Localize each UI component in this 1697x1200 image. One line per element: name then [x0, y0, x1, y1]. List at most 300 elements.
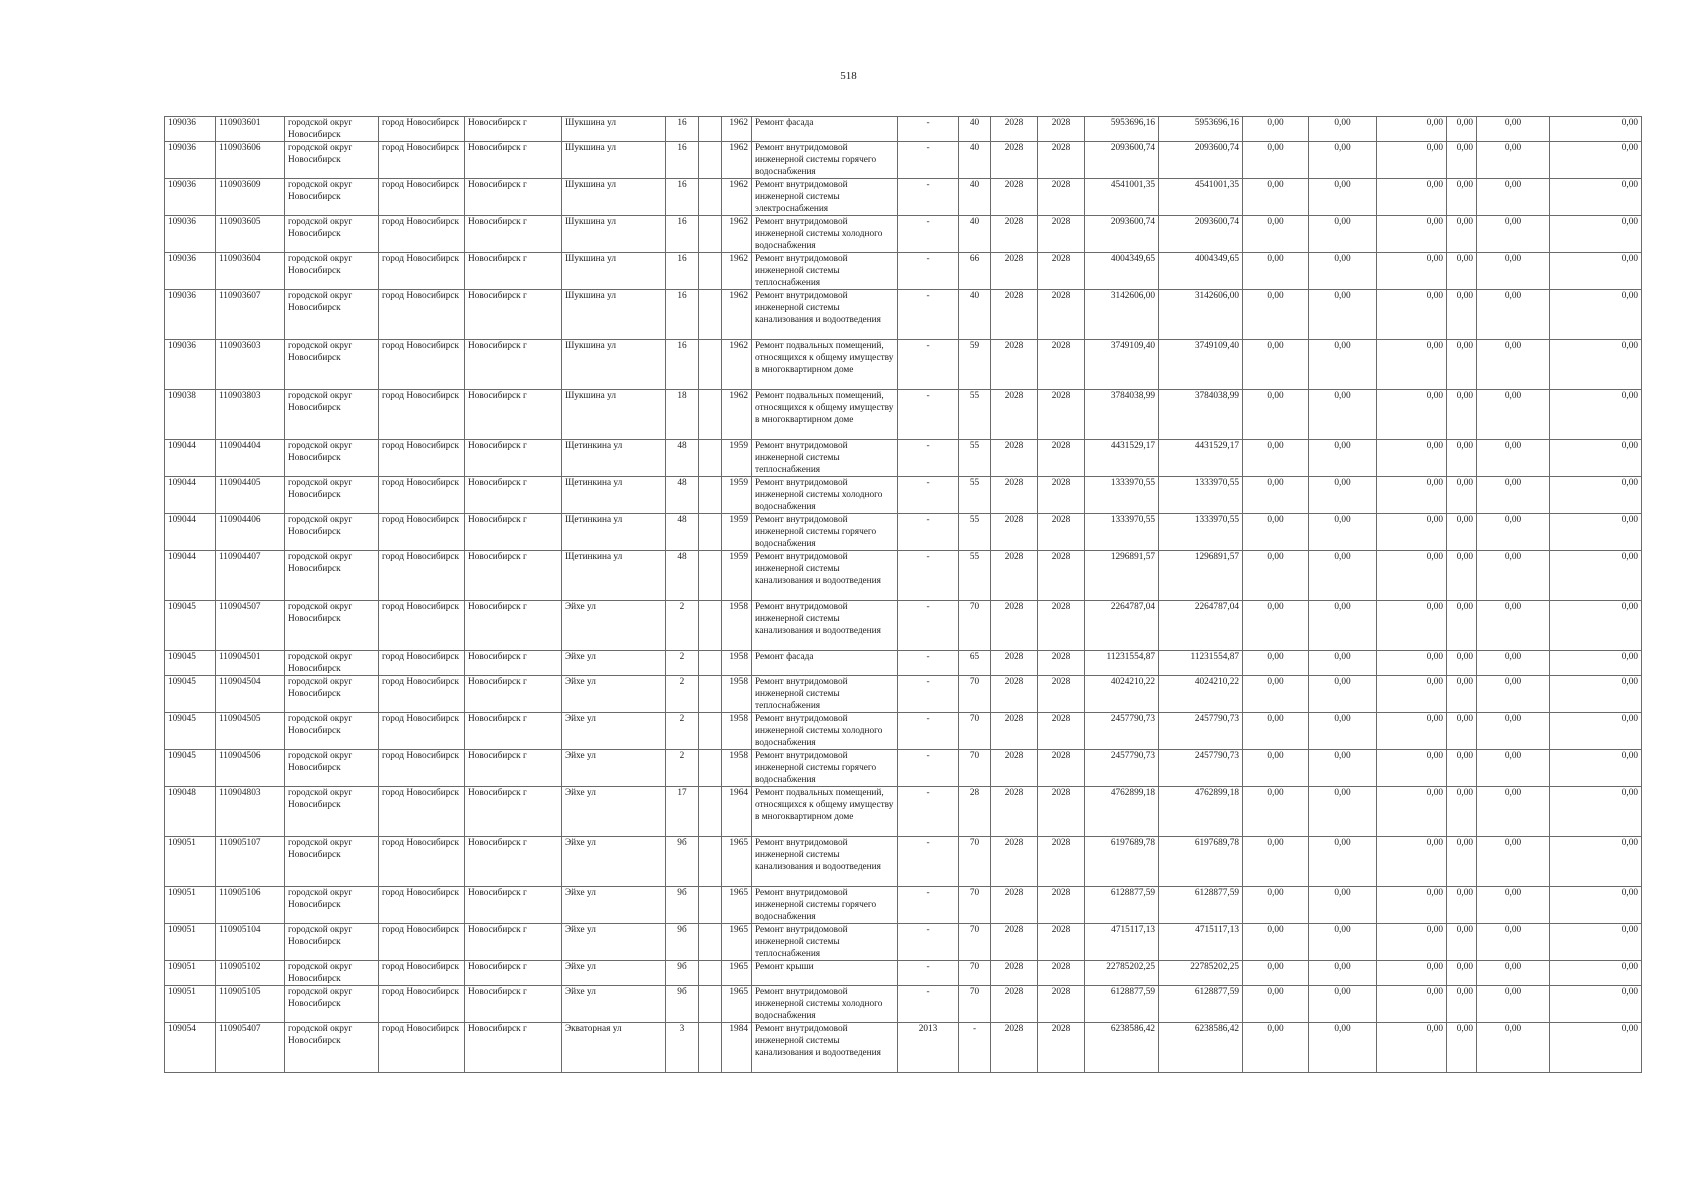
cell-work-id: 110904407 [216, 551, 285, 601]
cell-house-id: 109036 [165, 340, 216, 390]
cell-year-built: 1959 [722, 477, 752, 514]
cell-street: Шукшина ул [562, 216, 666, 253]
cell-street: Эйхе ул [562, 713, 666, 750]
table-row [165, 924, 1642, 961]
cell-total-cost: 22785202,25 [1085, 961, 1159, 986]
cell-cost-source-4: 0,00 [1377, 887, 1447, 924]
cell-municipal-district: городской округ Новосибирск [285, 924, 379, 961]
table-row [165, 179, 1642, 216]
cell-building [699, 676, 722, 713]
cell-locality: Новосибирск г [465, 142, 562, 179]
cell-house-number: 3 [666, 1023, 699, 1073]
cell-wear-percent: 70 [959, 887, 991, 924]
cell-work-type: Ремонт внутридомовой инженерной системы теплоснабжения [752, 924, 898, 961]
cell-plan-end-year: 2028 [1038, 253, 1085, 290]
cell-settlement: город Новосибирск [379, 676, 465, 713]
cell-cost-source-4: 0,00 [1377, 216, 1447, 253]
cell-municipal-district: городской округ Новосибирск [285, 340, 379, 390]
cell-cost-source-7: 0,00 [1550, 216, 1642, 253]
cell-cost-source-2: 0,00 [1243, 986, 1309, 1023]
cell-cost-source-7: 0,00 [1550, 179, 1642, 216]
cell-work-id: 110905107 [216, 837, 285, 887]
cell-building [699, 887, 722, 924]
cell-cost-source-7: 0,00 [1550, 676, 1642, 713]
cell-total-cost: 2457790,73 [1085, 750, 1159, 787]
cell-settlement: город Новосибирск [379, 340, 465, 390]
cell-plan-end-year: 2028 [1038, 290, 1085, 340]
cell-building [699, 142, 722, 179]
cell-cost-source-5: 0,00 [1447, 601, 1477, 651]
cell-work-type: Ремонт внутридомовой инженерной системы канализования и водоотведения [752, 601, 898, 651]
cell-cost-source-1: 6128877,59 [1159, 986, 1243, 1023]
cell-cost-source-3: 0,00 [1309, 340, 1377, 390]
table-row [165, 787, 1642, 837]
cell-work-id: 110903603 [216, 340, 285, 390]
cell-cost-source-1: 1333970,55 [1159, 477, 1243, 514]
cell-plan-start-year: 2028 [991, 477, 1038, 514]
cell-cost-source-5: 0,00 [1447, 651, 1477, 676]
cell-work-id: 110903609 [216, 179, 285, 216]
cell-house-number: 16 [666, 179, 699, 216]
cell-cost-source-5: 0,00 [1447, 986, 1477, 1023]
cell-plan-end-year: 2028 [1038, 651, 1085, 676]
cell-cost-source-4: 0,00 [1377, 253, 1447, 290]
cell-house-id: 109051 [165, 887, 216, 924]
cell-house-id: 109036 [165, 290, 216, 340]
table-row [165, 713, 1642, 750]
cell-cost-source-2: 0,00 [1243, 713, 1309, 750]
cell-plan-start-year: 2028 [991, 142, 1038, 179]
cell-wear-percent: 70 [959, 961, 991, 986]
cell-work-id: 110903607 [216, 290, 285, 340]
cell-plan-start-year: 2028 [991, 179, 1038, 216]
table-row [165, 253, 1642, 290]
cell-building [699, 961, 722, 986]
cell-plan-start-year: 2028 [991, 390, 1038, 440]
cell-cost-source-6: 0,00 [1477, 253, 1550, 290]
cell-settlement: город Новосибирск [379, 179, 465, 216]
cell-street: Эйхе ул [562, 887, 666, 924]
cell-building [699, 179, 722, 216]
cell-cost-source-2: 0,00 [1243, 253, 1309, 290]
cell-municipal-district: городской округ Новосибирск [285, 514, 379, 551]
cell-cost-source-3: 0,00 [1309, 253, 1377, 290]
cell-cost-source-1: 6197689,78 [1159, 837, 1243, 887]
cell-cost-source-2: 0,00 [1243, 676, 1309, 713]
cell-house-number: 9б [666, 961, 699, 986]
table-row [165, 1023, 1642, 1073]
cell-building [699, 601, 722, 651]
cell-plan-start-year: 2028 [991, 713, 1038, 750]
cell-locality: Новосибирск г [465, 651, 562, 676]
cell-year-last-repair: - [898, 142, 959, 179]
cell-work-type: Ремонт внутридомовой инженерной системы теплоснабжения [752, 440, 898, 477]
cell-house-number: 9б [666, 924, 699, 961]
cell-cost-source-1: 2093600,74 [1159, 142, 1243, 179]
cell-street: Шукшина ул [562, 290, 666, 340]
cell-cost-source-7: 0,00 [1550, 713, 1642, 750]
cell-plan-end-year: 2028 [1038, 514, 1085, 551]
cell-plan-end-year: 2028 [1038, 142, 1085, 179]
cell-total-cost: 4024210,22 [1085, 676, 1159, 713]
cell-year-last-repair: 2013 [898, 1023, 959, 1073]
cell-work-type: Ремонт внутридомовой инженерной системы холодного водоснабжения [752, 477, 898, 514]
cell-total-cost: 2093600,74 [1085, 142, 1159, 179]
cell-house-id: 109045 [165, 651, 216, 676]
cell-cost-source-4: 0,00 [1377, 117, 1447, 142]
table-row [165, 676, 1642, 713]
cell-cost-source-4: 0,00 [1377, 837, 1447, 887]
cell-cost-source-3: 0,00 [1309, 440, 1377, 477]
cell-street: Экваторная ул [562, 1023, 666, 1073]
cell-work-type: Ремонт внутридомовой инженерной системы канализования и водоотведения [752, 551, 898, 601]
cell-cost-source-5: 0,00 [1447, 440, 1477, 477]
cell-building [699, 651, 722, 676]
cell-total-cost: 4004349,65 [1085, 253, 1159, 290]
cell-cost-source-7: 0,00 [1550, 887, 1642, 924]
cell-year-built: 1959 [722, 514, 752, 551]
cell-work-id: 110905104 [216, 924, 285, 961]
cell-total-cost: 3749109,40 [1085, 340, 1159, 390]
cell-house-id: 109044 [165, 477, 216, 514]
cell-plan-end-year: 2028 [1038, 117, 1085, 142]
cell-locality: Новосибирск г [465, 514, 562, 551]
cell-cost-source-1: 6128877,59 [1159, 887, 1243, 924]
cell-building [699, 713, 722, 750]
cell-cost-source-7: 0,00 [1550, 837, 1642, 887]
cell-work-id: 110903605 [216, 216, 285, 253]
cell-plan-end-year: 2028 [1038, 1023, 1085, 1073]
cell-work-id: 110904501 [216, 651, 285, 676]
cell-wear-percent: 59 [959, 340, 991, 390]
cell-wear-percent: 70 [959, 713, 991, 750]
cell-house-number: 16 [666, 340, 699, 390]
table-row [165, 340, 1642, 390]
cell-building [699, 924, 722, 961]
cell-year-built: 1965 [722, 924, 752, 961]
cell-plan-end-year: 2028 [1038, 924, 1085, 961]
cell-municipal-district: городской округ Новосибирск [285, 179, 379, 216]
table-row [165, 887, 1642, 924]
cell-cost-source-6: 0,00 [1477, 676, 1550, 713]
cell-plan-start-year: 2028 [991, 986, 1038, 1023]
cell-year-built: 1965 [722, 961, 752, 986]
cell-cost-source-4: 0,00 [1377, 142, 1447, 179]
cell-house-id: 109045 [165, 750, 216, 787]
cell-locality: Новосибирск г [465, 601, 562, 651]
cell-plan-end-year: 2028 [1038, 676, 1085, 713]
cell-year-built: 1962 [722, 216, 752, 253]
cell-cost-source-1: 2457790,73 [1159, 750, 1243, 787]
cell-plan-start-year: 2028 [991, 216, 1038, 253]
cell-cost-source-6: 0,00 [1477, 340, 1550, 390]
cell-street: Эйхе ул [562, 961, 666, 986]
cell-house-id: 109044 [165, 440, 216, 477]
cell-plan-start-year: 2028 [991, 651, 1038, 676]
table-row [165, 390, 1642, 440]
cell-cost-source-2: 0,00 [1243, 787, 1309, 837]
cell-building [699, 551, 722, 601]
cell-locality: Новосибирск г [465, 750, 562, 787]
cell-cost-source-3: 0,00 [1309, 514, 1377, 551]
cell-year-last-repair: - [898, 713, 959, 750]
cell-building [699, 477, 722, 514]
cell-plan-end-year: 2028 [1038, 216, 1085, 253]
cell-cost-source-3: 0,00 [1309, 290, 1377, 340]
table-row [165, 216, 1642, 253]
cell-building [699, 1023, 722, 1073]
cell-work-id: 110905102 [216, 961, 285, 986]
cell-cost-source-1: 1333970,55 [1159, 514, 1243, 551]
cell-total-cost: 6238586,42 [1085, 1023, 1159, 1073]
cell-plan-end-year: 2028 [1038, 837, 1085, 887]
cell-municipal-district: городской округ Новосибирск [285, 601, 379, 651]
cell-cost-source-2: 0,00 [1243, 961, 1309, 986]
table-row [165, 837, 1642, 887]
cell-municipal-district: городской округ Новосибирск [285, 477, 379, 514]
cell-work-id: 110905407 [216, 1023, 285, 1073]
cell-cost-source-7: 0,00 [1550, 601, 1642, 651]
cell-building [699, 290, 722, 340]
cell-wear-percent: 55 [959, 390, 991, 440]
cell-cost-source-5: 0,00 [1447, 713, 1477, 750]
cell-wear-percent: 70 [959, 750, 991, 787]
cell-settlement: город Новосибирск [379, 601, 465, 651]
cell-cost-source-1: 4024210,22 [1159, 676, 1243, 713]
cell-work-id: 110904404 [216, 440, 285, 477]
cell-locality: Новосибирск г [465, 1023, 562, 1073]
cell-plan-start-year: 2028 [991, 440, 1038, 477]
cell-cost-source-1: 3142606,00 [1159, 290, 1243, 340]
cell-plan-end-year: 2028 [1038, 961, 1085, 986]
cell-cost-source-1: 6238586,42 [1159, 1023, 1243, 1073]
cell-plan-start-year: 2028 [991, 676, 1038, 713]
cell-cost-source-6: 0,00 [1477, 787, 1550, 837]
cell-house-id: 109054 [165, 1023, 216, 1073]
cell-municipal-district: городской округ Новосибирск [285, 787, 379, 837]
cell-locality: Новосибирск г [465, 924, 562, 961]
cell-house-number: 16 [666, 142, 699, 179]
cell-cost-source-2: 0,00 [1243, 216, 1309, 253]
cell-work-id: 110904506 [216, 750, 285, 787]
cell-total-cost: 2457790,73 [1085, 713, 1159, 750]
cell-year-last-repair: - [898, 290, 959, 340]
cell-year-built: 1962 [722, 290, 752, 340]
cell-wear-percent: 40 [959, 179, 991, 216]
cell-street: Щетинкина ул [562, 514, 666, 551]
cell-total-cost: 2264787,04 [1085, 601, 1159, 651]
cell-cost-source-5: 0,00 [1447, 179, 1477, 216]
cell-cost-source-4: 0,00 [1377, 651, 1447, 676]
cell-wear-percent: 40 [959, 117, 991, 142]
cell-year-last-repair: - [898, 440, 959, 477]
cell-locality: Новосибирск г [465, 551, 562, 601]
cell-wear-percent: 40 [959, 142, 991, 179]
cell-municipal-district: городской округ Новосибирск [285, 216, 379, 253]
cell-total-cost: 5953696,16 [1085, 117, 1159, 142]
cell-street: Шукшина ул [562, 390, 666, 440]
cell-cost-source-7: 0,00 [1550, 390, 1642, 440]
cell-year-built: 1965 [722, 986, 752, 1023]
cell-cost-source-6: 0,00 [1477, 750, 1550, 787]
cell-cost-source-2: 0,00 [1243, 117, 1309, 142]
cell-year-built: 1964 [722, 787, 752, 837]
cell-work-type: Ремонт внутридомовой инженерной системы канализования и водоотведения [752, 290, 898, 340]
cell-cost-source-4: 0,00 [1377, 390, 1447, 440]
cell-cost-source-6: 0,00 [1477, 440, 1550, 477]
cell-municipal-district: городской округ Новосибирск [285, 440, 379, 477]
cell-work-type: Ремонт внутридомовой инженерной системы теплоснабжения [752, 676, 898, 713]
cell-cost-source-1: 4541001,35 [1159, 179, 1243, 216]
cell-year-last-repair: - [898, 986, 959, 1023]
cell-work-type: Ремонт внутридомовой инженерной системы горячего водоснабжения [752, 750, 898, 787]
cell-locality: Новосибирск г [465, 216, 562, 253]
cell-cost-source-4: 0,00 [1377, 713, 1447, 750]
cell-plan-end-year: 2028 [1038, 787, 1085, 837]
cell-wear-percent: 28 [959, 787, 991, 837]
cell-cost-source-1: 4004349,65 [1159, 253, 1243, 290]
cell-cost-source-3: 0,00 [1309, 179, 1377, 216]
cell-wear-percent: 70 [959, 924, 991, 961]
cell-municipal-district: городской округ Новосибирск [285, 837, 379, 887]
cell-building [699, 340, 722, 390]
cell-cost-source-6: 0,00 [1477, 142, 1550, 179]
cell-cost-source-5: 0,00 [1447, 253, 1477, 290]
cell-cost-source-4: 0,00 [1377, 986, 1447, 1023]
cell-house-id: 109036 [165, 117, 216, 142]
cell-street: Эйхе ул [562, 601, 666, 651]
cell-locality: Новосибирск г [465, 340, 562, 390]
cell-cost-source-5: 0,00 [1447, 477, 1477, 514]
cell-year-built: 1984 [722, 1023, 752, 1073]
cell-municipal-district: городской округ Новосибирск [285, 676, 379, 713]
cell-cost-source-5: 0,00 [1447, 290, 1477, 340]
table-row [165, 514, 1642, 551]
cell-cost-source-5: 0,00 [1447, 676, 1477, 713]
cell-cost-source-4: 0,00 [1377, 340, 1447, 390]
cell-house-number: 16 [666, 117, 699, 142]
cell-street: Щетинкина ул [562, 477, 666, 514]
cell-cost-source-7: 0,00 [1550, 142, 1642, 179]
cell-house-number: 2 [666, 750, 699, 787]
table-row [165, 290, 1642, 340]
cell-work-id: 110904504 [216, 676, 285, 713]
cell-municipal-district: городской округ Новосибирск [285, 887, 379, 924]
cell-plan-start-year: 2028 [991, 117, 1038, 142]
cell-building [699, 390, 722, 440]
cell-cost-source-2: 0,00 [1243, 477, 1309, 514]
cell-plan-end-year: 2028 [1038, 887, 1085, 924]
cell-cost-source-5: 0,00 [1447, 787, 1477, 837]
cell-house-number: 2 [666, 676, 699, 713]
cell-street: Эйхе ул [562, 676, 666, 713]
cell-building [699, 514, 722, 551]
cell-total-cost: 1333970,55 [1085, 514, 1159, 551]
cell-work-type: Ремонт внутридомовой инженерной системы горячего водоснабжения [752, 142, 898, 179]
cell-plan-end-year: 2028 [1038, 390, 1085, 440]
cell-settlement: город Новосибирск [379, 514, 465, 551]
cell-street: Эйхе ул [562, 787, 666, 837]
table-body [165, 117, 1642, 1073]
cell-cost-source-1: 3749109,40 [1159, 340, 1243, 390]
table-row [165, 750, 1642, 787]
cell-year-built: 1962 [722, 179, 752, 216]
cell-cost-source-2: 0,00 [1243, 887, 1309, 924]
cell-locality: Новосибирск г [465, 253, 562, 290]
cell-work-id: 110903604 [216, 253, 285, 290]
cell-cost-source-3: 0,00 [1309, 651, 1377, 676]
cell-cost-source-6: 0,00 [1477, 117, 1550, 142]
cell-cost-source-1: 4715117,13 [1159, 924, 1243, 961]
cell-building [699, 787, 722, 837]
cell-work-type: Ремонт крыши [752, 961, 898, 986]
cell-work-id: 110904405 [216, 477, 285, 514]
cell-settlement: город Новосибирск [379, 1023, 465, 1073]
cell-settlement: город Новосибирск [379, 440, 465, 477]
cell-year-last-repair: - [898, 117, 959, 142]
cell-cost-source-3: 0,00 [1309, 216, 1377, 253]
cell-house-id: 109051 [165, 837, 216, 887]
cell-work-type: Ремонт подвальных помещений, относящихся к общему имуществу в многоквартирном доме [752, 340, 898, 390]
cell-settlement: город Новосибирск [379, 551, 465, 601]
cell-total-cost: 11231554,87 [1085, 651, 1159, 676]
cell-street: Щетинкина ул [562, 440, 666, 477]
cell-year-built: 1962 [722, 142, 752, 179]
cell-plan-end-year: 2028 [1038, 340, 1085, 390]
cell-municipal-district: городской округ Новосибирск [285, 713, 379, 750]
cell-cost-source-7: 0,00 [1550, 986, 1642, 1023]
cell-settlement: город Новосибирск [379, 713, 465, 750]
cell-work-id: 110903803 [216, 390, 285, 440]
cell-house-id: 109044 [165, 551, 216, 601]
cell-house-number: 9б [666, 887, 699, 924]
cell-cost-source-2: 0,00 [1243, 750, 1309, 787]
cell-total-cost: 4762899,18 [1085, 787, 1159, 837]
cell-cost-source-2: 0,00 [1243, 142, 1309, 179]
cell-cost-source-6: 0,00 [1477, 390, 1550, 440]
cell-cost-source-5: 0,00 [1447, 1023, 1477, 1073]
cell-plan-start-year: 2028 [991, 551, 1038, 601]
table-row [165, 961, 1642, 986]
cell-year-last-repair: - [898, 601, 959, 651]
cell-locality: Новосибирск г [465, 787, 562, 837]
cell-total-cost: 2093600,74 [1085, 216, 1159, 253]
cell-cost-source-6: 0,00 [1477, 1023, 1550, 1073]
cell-cost-source-2: 0,00 [1243, 390, 1309, 440]
cell-municipal-district: городской округ Новосибирск [285, 1023, 379, 1073]
cell-cost-source-5: 0,00 [1447, 340, 1477, 390]
cell-settlement: город Новосибирск [379, 477, 465, 514]
cell-work-type: Ремонт внутридомовой инженерной системы электроснабжения [752, 179, 898, 216]
cell-cost-source-2: 0,00 [1243, 1023, 1309, 1073]
cell-work-id: 110904505 [216, 713, 285, 750]
cell-plan-end-year: 2028 [1038, 713, 1085, 750]
cell-municipal-district: городской округ Новосибирск [285, 390, 379, 440]
cell-cost-source-5: 0,00 [1447, 837, 1477, 887]
cell-cost-source-2: 0,00 [1243, 440, 1309, 477]
cell-street: Шукшина ул [562, 142, 666, 179]
cell-plan-end-year: 2028 [1038, 179, 1085, 216]
cell-plan-start-year: 2028 [991, 750, 1038, 787]
cell-street: Шукшина ул [562, 340, 666, 390]
cell-cost-source-2: 0,00 [1243, 340, 1309, 390]
cell-cost-source-6: 0,00 [1477, 514, 1550, 551]
cell-cost-source-7: 0,00 [1550, 514, 1642, 551]
cell-work-type: Ремонт внутридомовой инженерной системы канализования и водоотведения [752, 837, 898, 887]
cell-work-id: 110903606 [216, 142, 285, 179]
cell-year-last-repair: - [898, 216, 959, 253]
cell-year-last-repair: - [898, 961, 959, 986]
